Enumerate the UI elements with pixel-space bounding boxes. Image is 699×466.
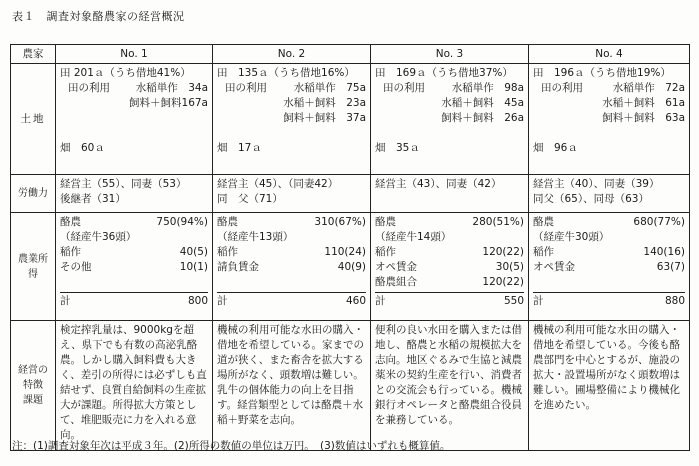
- land-use-item: 水稲単作: [612, 82, 655, 94]
- income-total-label: 計: [375, 295, 386, 307]
- income-item: 酪農: [60, 216, 81, 228]
- income-value: 10(1): [179, 261, 208, 273]
- income-total-value: 880: [664, 295, 685, 307]
- labor-line: 経営主（55）、同妻（53）: [60, 178, 187, 190]
- income-item: 稲作: [533, 246, 554, 258]
- land-use-label: 田の利用: [68, 82, 110, 94]
- features-cell-1: 検定搾乳量は、9000kgを超え、県下でも有数の高泌乳酪農。しかし購入飼料費も大きく、差引の所得には必ずしも直結せず、良質自給飼料の生産拡大が課題。所得拡大方策として、堆肥販売に力を入れる意向。: [56, 321, 213, 451]
- income-cell-3: [371, 213, 529, 321]
- land-use-value: 72a: [665, 82, 685, 94]
- land-use-label: 田の利用: [541, 82, 583, 94]
- income-value: 120(22): [482, 246, 524, 258]
- labor-row: [11, 175, 690, 213]
- land-field: 畑 35ａ: [375, 142, 420, 154]
- land-paddy: 田 201ａ（うち借地41%）: [60, 67, 191, 79]
- income-item: 酪農: [217, 216, 238, 228]
- row-label-income: 農業所得: [11, 213, 56, 321]
- land-use-item: 水稲＋飼料: [283, 97, 336, 109]
- income-row: [11, 213, 690, 321]
- income-value: 140(16): [643, 246, 685, 258]
- income-item: 酪農組合: [375, 276, 417, 288]
- land-use-value: 45a: [504, 97, 524, 109]
- income-note: （経産牛36頭）: [60, 231, 137, 243]
- row-label-land: 土地: [11, 64, 56, 175]
- labor-line: 同父（65）、同母（63）: [533, 193, 649, 205]
- income-cell-1: [56, 213, 213, 321]
- income-value: 63(7): [656, 261, 685, 273]
- land-use-value: 34a: [188, 82, 208, 94]
- income-value: 110(24): [324, 246, 366, 258]
- income-item: 請負賃金: [217, 261, 259, 273]
- features-cell-2: 機械の利用可能な水田の購入・借地を希望している。家までの道が狭く、また畜舎を拡大する場所がなく、頭数増は難しい。乳牛の個体能力の向上を目指す。経営類型としては酪農＋水稲＋野菜を志向。: [213, 321, 371, 451]
- income-item: 稲作: [375, 246, 396, 258]
- income-total-label: 計: [217, 295, 228, 307]
- income-value: 310(67%): [314, 216, 366, 228]
- features-row: [11, 321, 690, 451]
- land-cell-4: [529, 64, 690, 175]
- header-farm: 農家: [11, 45, 56, 64]
- income-note: （経産牛13頭）: [217, 231, 294, 243]
- income-item: その他: [60, 261, 92, 273]
- header-no2: No. 2: [213, 45, 371, 64]
- land-field: 畑 96ａ: [533, 142, 578, 154]
- income-item: 酪農: [375, 216, 396, 228]
- labor-cell-2: [213, 175, 371, 213]
- row-label-features: 経営の特徴 課題: [11, 321, 56, 451]
- income-value: 30(5): [495, 261, 524, 273]
- land-use-value: 26a: [504, 112, 524, 124]
- land-use-item: 飼料＋飼料167a: [129, 97, 208, 109]
- labor-line: 経営主（40）、同妻（39）: [533, 178, 660, 190]
- income-total-label: 計: [533, 295, 544, 307]
- land-use-value: 63a: [665, 112, 685, 124]
- income-total-value: 800: [187, 295, 208, 307]
- land-use-value: 37a: [346, 112, 366, 124]
- land-use-item: 水稲単作: [293, 82, 336, 94]
- labor-line: 経営主（45）、（同妻42）: [217, 178, 339, 190]
- income-value: 120(22): [482, 276, 524, 288]
- land-use-item: 飼料＋飼料: [283, 112, 336, 124]
- land-use-label: 田の利用: [225, 82, 267, 94]
- income-total-value: 550: [503, 295, 524, 307]
- land-use-value: 75a: [346, 82, 366, 94]
- labor-line: 同 父（71）: [217, 193, 283, 205]
- header-no3: No. 3: [371, 45, 529, 64]
- income-item: 酪農: [533, 216, 554, 228]
- labor-line: 後継者（31）: [60, 193, 126, 205]
- income-item: オペ賃金: [375, 261, 417, 273]
- features-cell-4: 機械の利用可能な水田の購入・借地を希望している。今後も酪農部門を中心とするが、施設の拡大・設置場所がなく頭数増は難しい。圃場整備により機械化を進めたい。: [529, 321, 690, 451]
- income-value: 750(94%): [156, 216, 208, 228]
- land-use-item: 水稲単作: [451, 82, 494, 94]
- income-value: 40(9): [337, 261, 366, 273]
- land-use-item: 水稲単作: [135, 82, 178, 94]
- income-value: 280(51%): [472, 216, 524, 228]
- table-title: 表１ 調査対象酪農家の経営概況: [12, 10, 185, 23]
- land-field: 畑 60ａ: [60, 142, 105, 154]
- labor-cell-1: [56, 175, 213, 213]
- land-field: 畑 17ａ: [217, 142, 262, 154]
- header-no1: No. 1: [56, 45, 213, 64]
- income-value: 680(77%): [633, 216, 685, 228]
- labor-cell-3: [371, 175, 529, 213]
- header-no4: No. 4: [529, 45, 690, 64]
- land-use-item: 飼料＋飼料: [441, 112, 494, 124]
- income-item: オペ賃金: [533, 261, 575, 273]
- land-cell-1: [56, 64, 213, 175]
- income-cell-2: [213, 213, 371, 321]
- land-use-value: 61a: [665, 97, 685, 109]
- land-use-value: 98a: [504, 82, 524, 94]
- income-note: （経産牛30頭）: [533, 231, 610, 243]
- labor-cell-4: [529, 175, 690, 213]
- labor-line: 経営主（43）、同妻（42）: [375, 178, 502, 190]
- income-total-label: 計: [60, 295, 71, 307]
- land-cell-3: [371, 64, 529, 175]
- income-note: （経産牛14頭）: [375, 231, 452, 243]
- header-row: [11, 45, 690, 64]
- income-value: 40(5): [179, 246, 208, 258]
- land-use-value: 23a: [346, 97, 366, 109]
- land-paddy: 田 196ａ（うち借地19%）: [533, 67, 671, 79]
- income-item: 稲作: [217, 246, 238, 258]
- farm-overview-table: [10, 44, 690, 451]
- land-use-item: 飼料＋飼料: [602, 112, 655, 124]
- land-use-label: 田の利用: [383, 82, 425, 94]
- land-use-item: 水稲＋飼料: [602, 97, 655, 109]
- income-cell-4: [529, 213, 690, 321]
- features-cell-3: 便利の良い水田を購入または借地し、酪農と水稲の規模拡大を志向。地区ぐるみで生協と減農薬米の契約生産を行い、消費者との交流会も行っている。機械銀行オペレータと酪農組合役員を兼務している。: [371, 321, 529, 451]
- land-paddy: 田 135ａ（うち借地16%）: [217, 67, 355, 79]
- land-paddy: 田 169ａ（うち借地37%）: [375, 67, 513, 79]
- land-cell-2: [213, 64, 371, 175]
- land-row: [11, 64, 690, 175]
- income-item: 稲作: [60, 246, 81, 258]
- table-note: 注：(1)調査対象年次は平成３年。(2)所得の数値の単位は万円。 (3)数値はいずれも概算値。: [12, 440, 451, 452]
- income-total-value: 460: [345, 295, 366, 307]
- row-label-labor: 労働力: [11, 175, 56, 213]
- land-use-item: 水稲＋飼料: [441, 97, 494, 109]
